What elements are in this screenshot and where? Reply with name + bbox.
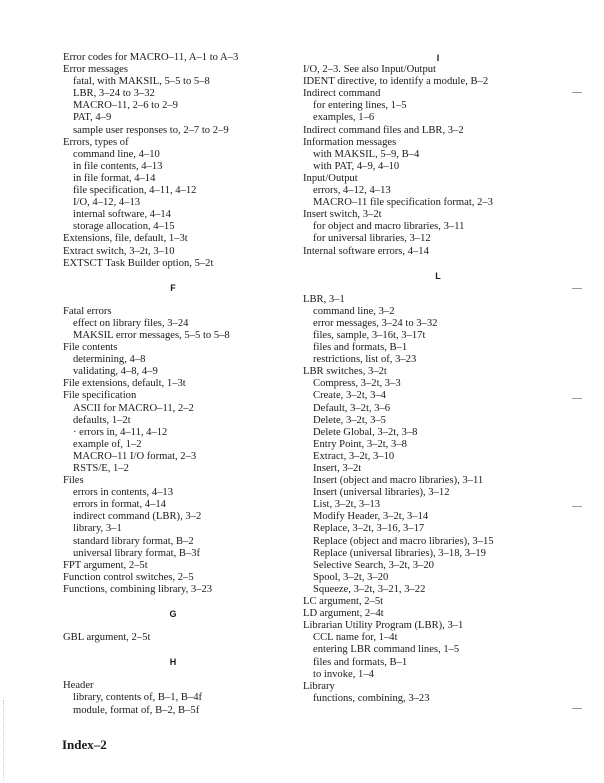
index-subentry: in file format, 4–14 (73, 172, 156, 184)
index-entry: EXTSCT Task Builder option, 5–2t (63, 257, 214, 269)
section-spacer (63, 270, 283, 282)
index-subentry: files and formats, B–1 (313, 656, 408, 668)
index-subentry: Delete Global, 3–2t, 3–8 (313, 426, 418, 438)
index-entry: IDENT directive, to identify a module, B–2 (303, 76, 489, 88)
index-subentry: error messages, 3–24 to 3–32 (313, 317, 438, 329)
index-entry: File specification (63, 390, 137, 402)
index-subentry: example of, 1–2 (73, 438, 142, 450)
index-subentry: validating, 4–8, 4–9 (73, 366, 158, 378)
index-subentry: Delete, 3–2t, 3–5 (313, 414, 386, 426)
index-subentry: effect on library files, 3–24 (73, 317, 189, 329)
index-subentry: Entry Point, 3–2t, 3–8 (313, 438, 407, 450)
margin-mark (572, 506, 582, 507)
index-entry: Information messages (303, 136, 397, 148)
index-subentry: sample user responses to, 2–7 to 2–9 (73, 124, 229, 136)
section-spacer (63, 620, 283, 632)
index-subentry: errors, 4–12, 4–13 (313, 185, 391, 197)
index-subentry: command line, 4–10 (73, 148, 160, 160)
scan-edge (3, 700, 5, 780)
index-subentry: Insert (object and macro libraries), 3–11 (313, 475, 484, 487)
index-entry: LC argument, 2–5t (303, 596, 384, 608)
index-entry: Fatal errors (63, 305, 112, 317)
index-entry: Function control switches, 2–5 (63, 571, 194, 583)
index-subentry: universal library format, B–3f (73, 547, 201, 559)
index-entry: Error codes for MACRO–11, A–1 to A–3 (63, 52, 239, 63)
margin-mark (572, 92, 582, 93)
index-entry: LD argument, 2–4t (303, 608, 384, 620)
index-entry: FPT argument, 2–5t (63, 559, 148, 571)
index-subentry: MACRO–11, 2–6 to 2–9 (73, 100, 178, 112)
index-subentry: ASCII for MACRO–11, 2–2 (73, 402, 194, 414)
section-heading-l: L (435, 270, 441, 281)
index-subentry: Insert (universal libraries), 3–12 (313, 487, 450, 499)
index-subentry: files and formats, B–1 (313, 342, 408, 354)
index-subentry: Create, 3–2t, 3–4 (313, 390, 386, 402)
index-entry: Header (63, 680, 94, 692)
index-entry: Insert switch, 3–2t (303, 209, 382, 221)
index-entry: Internal software errors, 4–14 (303, 245, 429, 257)
index-subentry: indirect command (LBR), 3–2 (73, 511, 202, 523)
section-spacer (303, 282, 573, 294)
index-right-column (303, 52, 573, 705)
index-subentry: examples, 1–6 (313, 112, 375, 124)
index-entry: File extensions, default, 1–3t (63, 378, 186, 390)
index-subentry: Replace, 3–2t, 3–16, 3–17 (313, 523, 425, 535)
index-entry: GBL argument, 2–5t (63, 632, 151, 644)
index-entry: Functions, combining library, 3–23 (63, 583, 213, 595)
index-subentry: library, 3–1 (73, 523, 122, 535)
index-subentry: for universal libraries, 3–12 (313, 233, 431, 245)
index-subentry: determining, 4–8 (73, 354, 146, 366)
index-subentry: Squeeze, 3–2t, 3–21, 3–22 (313, 583, 426, 595)
index-entry: Extract switch, 3–2t, 3–10 (63, 245, 175, 257)
section-spacer (63, 596, 283, 608)
margin-mark (572, 708, 582, 709)
index-subentry: Selective Search, 3–2t, 3–20 (313, 559, 434, 571)
index-subentry: MACRO–11 I/O format, 2–3 (73, 450, 197, 462)
index-subentry: LBR, 3–24 to 3–32 (73, 88, 155, 100)
page-footer: Index–2 (62, 737, 107, 752)
index-subentry: for object and macro libraries, 3–11 (313, 221, 465, 233)
index-subentry: errors in contents, 4–13 (73, 487, 174, 499)
index-entry: Error messages (63, 64, 129, 76)
index-left-column (63, 52, 283, 717)
index-subentry: Spool, 3–2t, 3–20 (313, 571, 389, 583)
index-subentry: file specification, 4–11, 4–12 (73, 185, 197, 197)
index-entry: Indirect command (303, 88, 381, 100)
index-subentry: with PAT, 4–9, 4–10 (313, 160, 400, 172)
index-subentry: library, contents of, B–1, B–4f (73, 692, 203, 704)
index-entry: Files (63, 475, 84, 487)
index-subentry: Modify Header, 3–2t, 3–14 (313, 511, 429, 523)
index-subentry: List, 3–2t, 3–13 (313, 499, 381, 511)
index-subentry: in file contents, 4–13 (73, 160, 163, 172)
index-subentry: CCL name for, 1–4t (313, 632, 398, 644)
index-entry: Indirect command files and LBR, 3–2 (303, 124, 464, 136)
section-heading-f: F (170, 282, 176, 293)
index-entry: Librarian Utility Program (LBR), 3–1 (303, 620, 464, 632)
index-entry: Library (303, 680, 335, 692)
index-subentry: · errors in, 4–11, 4–12 (73, 426, 168, 438)
section-spacer (63, 644, 283, 656)
section-heading-g: G (169, 609, 177, 620)
margin-mark (572, 398, 582, 399)
section-spacer (303, 258, 573, 270)
index-entry: Input/Output (303, 172, 358, 184)
index-subentry: restrictions, list of, 3–23 (313, 354, 417, 366)
index-subentry: for entering lines, 1–5 (313, 100, 407, 112)
index-entry: LBR, 3–1 (303, 293, 345, 305)
index-subentry: module, format of, B–2, B–5f (73, 704, 200, 716)
section-heading-i: I (436, 53, 440, 63)
index-subentry: standard library format, B–2 (73, 535, 194, 547)
index-subentry: PAT, 4–9 (73, 112, 112, 124)
section-spacer (63, 668, 283, 680)
index-subentry: Replace (universal libraries), 3–18, 3–19 (313, 547, 486, 559)
index-subentry: defaults, 1–2t (73, 414, 131, 426)
index-entry: LBR switches, 3–2t (303, 366, 387, 378)
index-entry: Extensions, file, default, 1–3t (63, 233, 188, 245)
index-subentry: functions, combining, 3–23 (313, 692, 430, 704)
section-spacer (63, 294, 283, 306)
index-subentry: Default, 3–2t, 3–6 (313, 402, 391, 414)
section-heading-h: H (169, 657, 177, 668)
index-subentry: with MAKSIL, 5–9, B–4 (313, 148, 420, 160)
index-subentry: command line, 3–2 (313, 305, 395, 317)
index-subentry: internal software, 4–14 (73, 209, 171, 221)
index-subentry: Replace (object and macro libraries), 3–15 (313, 535, 494, 547)
index-subentry: fatal, with MAKSIL, 5–5 to 5–8 (73, 76, 210, 88)
index-entry: File contents (63, 342, 118, 354)
index-subentry: storage allocation, 4–15 (73, 221, 175, 233)
index-subentry: files, sample, 3–16t, 3–17t (313, 329, 426, 341)
margin-mark (572, 288, 582, 289)
index-subentry: Extract, 3–2t, 3–10 (313, 450, 395, 462)
index-subentry: MAKSIL error messages, 5–5 to 5–8 (73, 329, 230, 341)
index-subentry: to invoke, 1–4 (313, 668, 374, 680)
index-subentry: entering LBR command lines, 1–5 (313, 644, 460, 656)
index-entry: Errors, types of (63, 136, 129, 148)
index-entry: I/O, 2–3. See also Input/Output (303, 64, 436, 76)
index-subentry: Insert, 3–2t (313, 463, 362, 474)
index-subentry: Compress, 3–2t, 3–3 (313, 378, 401, 390)
index-subentry: MACRO–11 file specification format, 2–3 (313, 197, 493, 209)
index-subentry: I/O, 4–12, 4–13 (73, 197, 141, 209)
index-subentry: errors in format, 4–14 (73, 499, 166, 511)
index-subentry: RSTS/E, 1–2 (73, 463, 129, 474)
